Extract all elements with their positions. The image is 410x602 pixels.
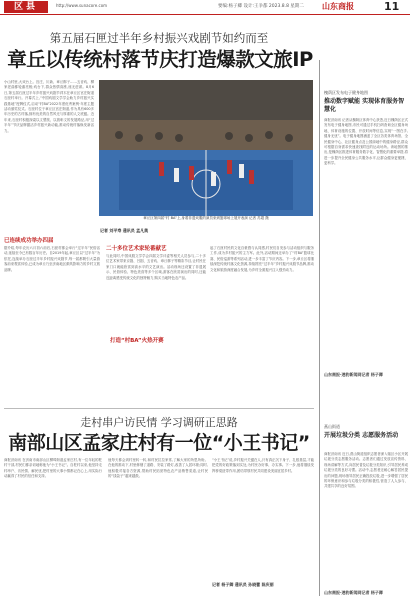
story2-column-3: “小王书记”说,乡村振兴关键在人,只有真正沉下身子、扎根基层,才能把党的好政策落到实处,为村民办好事、办实事。下一步,他将继续发挥桥梁纽带作用,团结带领村民共同建设美丽宜居乡村。 <box>212 458 314 473</box>
sidebar1-footer: 山东商报·速豹新闻网记者 杨子卿 <box>324 372 383 377</box>
sidebar1-body: 商报济南讯 记者从槐荫区体育中心获悉,近日槐荫区正式发布电子健身地图,市民可通过手机扫码查询全区健身场地、体育设施的位置、开放时间等信息,实现“一图在手,健身无忧”。电子健身地图涵盖了全区各类体育场馆、全民健身中心、社区健身点及公园绿地中的健身路径,群众可根据自身需求快速查找附近的运动场所。该地图的推出,是槐荫区推进体育服务数字化、智慧化的重要举措,将进一步提升全民健身公共服务水平,让群众健身更便捷、更科学。 <box>324 118 408 166</box>
section-label: 区县 <box>4 1 48 13</box>
sidebar1-headline: 推动数字赋能 实现体育服务智慧化 <box>324 98 405 113</box>
story1-subhead-1: 已连续成功举办四届 <box>4 238 54 244</box>
story1-subhead-2: 二十多位艺术家轮番献艺 <box>106 246 167 252</box>
page-header <box>0 0 410 15</box>
sidebar2-tag: 燕山街道 <box>324 424 340 429</box>
story1-column-1: 小山村里,大戏台上。官庄、川新、章丘梆子……五音戏、柳家老曲都轮番亮相;戏台下,群众热情高涨,座无虚席。8月6日,第五届石匣过半年乡村振兴戏剧节拜木在章丘区官庄街道石匣村举行。开幕式上,“中国戏剧文学学会助力乡村振兴实践基地”授牌仪式,启动“村BA”2022年度优秀案例·年度主题活动颁奖仪式。石匣村位于章丘区官庄街道,作为具有600多年历史的古村落,拥有优美的自然风光与厚重的人文底蕴。近年来,石匣村积极探索以文塑旅、以旅彰文的发展路径,用“过半年”节庆品牌激活乡村振兴新动能,推动传统村落焕发新活力。 <box>4 80 94 133</box>
story1-subhead-3: 打造“村BA”火热开赛 <box>110 338 164 344</box>
section-divider <box>4 408 314 409</box>
sidebar2-body: 商报济南讯 近日,燕山街道组织志愿者深入辖区小区开展垃圾分类志愿服务活动。志愿者们通过发放宣传资料、现场讲解等方式,向居民普及垃圾分类知识,引导居民养成垃圾分类的良好习惯。活动中,志愿者还耐心解答居民提出的问题,现场指导居民正确投放垃圾,进一步增强了居民的环保意识和参与垃圾分类的积极性,营造了人人参与、共建共享的良好氛围。 <box>324 452 408 489</box>
sidebar1-tag: 槐荫区发布电子健身地图 <box>324 90 368 95</box>
sidebar2-headline: 开展垃圾分类 志愿服务活动 <box>324 432 399 439</box>
sidebar2-footer: 山东商报·速豹新闻网记者 杨子卿 <box>324 590 383 595</box>
page-number: 11 <box>384 0 400 13</box>
story1-byline: 记者 刘平寿 通讯员 孟凡奥 <box>100 228 149 233</box>
story1-column-1b: 据介绍,每年农历六月初六前后,石匣村都会举行“过半年”民俗活动,延续至今已有数百年历史。自2019年起,章丘区以“过半年”为依托,连续举办石匣过半年乡村振兴戏剧节,每一届都吸引大量游客前来观赏体验,已成为章丘乃至济南地区颇具影响力的乡村文旅品牌。 <box>4 246 100 272</box>
story2-headline: 南部山区孟家庄村有一位“小王书记” <box>8 432 310 454</box>
sidebar-divider <box>319 60 320 596</box>
edition-meta: 要编:杨子卿 设计:王争都 2023.8.8 星期二 <box>218 4 304 9</box>
paper-name: 山东商报 <box>322 1 354 11</box>
story1-photo <box>99 80 313 216</box>
site-url[interactable]: http://www.sunacore.com <box>56 3 108 8</box>
story1-kicker: 第五届石匣过半年乡村振兴戏剧节如约而至 <box>49 31 269 45</box>
story2-byline: 记者 杨子卿 通讯员 孙晓蕾 陈庆丽 <box>212 582 274 587</box>
story2-column-2: 他每天都会到村里转一转,和村民拉拉家常,了解大家的所思所盼。在他的推动下,村里修缮了道路、安装了路灯,改善了人居环境;同时,他积极对接各方资源,帮助村民拓宽特色农产品销售渠道,让村民的“钱袋子”越来越鼓。 <box>108 458 208 479</box>
story1-column-2: 与此同时,中国戏剧文学学会四届文学评委等相关人员参与,二十多位艺术家带来京剧、吕剧、五音戏、章丘梆子等精彩节目,让村民在家门口就能欣赏到高水平的文艺演出。活动现场还设置了非遗展示、民俗体验、特色美食等多个区域,游客在欣赏演出的同时,还能近距离感受传统文化的独特魅力,购买当地特色农产品。 <box>106 254 206 280</box>
story2-kicker: 走村串户访民情 学习调研正思路 <box>80 416 238 429</box>
story2-column-1: 商报济南讯 在济南市南部山区柳埠街道孟家庄村,有一位年轻的驻村干部,村民们都亲切地称他为“小王书记”。自驻村以来,他坚持走村串户、访民情、解民忧,把村里的大事小情都记在心上,用实际行动赢得了村民的信任和支持。 <box>4 458 102 479</box>
photo-caption: 章丘区第四届“村 BA”上,身着非遗戏服的演员来到篮球场上展开表演 记者 苏超 摄 <box>143 216 269 220</box>
story1-column-3: 起了石匣村民的文化自豪感与认同感,村民们自发参与活动组织与服务工作,成为乡村振兴的主力军。此外,活动期间还举办了“村BA”篮球比赛、民俗巡游等系列活动,进一步丰富了节庆内容。下一步,章丘区将继续深挖传统村落文化资源,持续擦亮“过半年”乡村振兴戏剧节品牌,推动文化和旅游深度融合发展,为乡村全面振兴注入强劲动力。 <box>210 246 314 272</box>
story1-headline: 章丘以传统村落节庆打造爆款文旅IP <box>7 48 313 71</box>
